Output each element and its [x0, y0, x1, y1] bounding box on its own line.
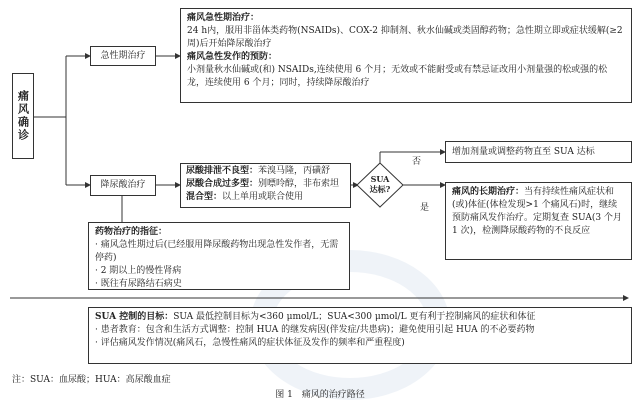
indication-item-2: · 2 期以上的慢性肾病: [95, 266, 182, 276]
indications-box: [88, 222, 350, 290]
prevention-text: 小剂量秋水仙碱或(和) NSAIDs,连续使用 6 个月；无效或不能耐受或有禁忌证改用小剂量强的松或强的松龙，连续使用 6 个月；同时，持续降尿酸治疗: [187, 65, 608, 88]
goals-box: [88, 307, 632, 364]
decision-yes-label: 是: [420, 203, 430, 213]
drug-type-row-1: 尿酸排泄不良型：苯溴马隆，丙磺舒: [186, 166, 331, 176]
acute-detail-box: [180, 8, 632, 103]
acute-detail-text: 24 h内，服用非甾体类药物(NSAIDs)、COX-2 抑制剂、秋水仙碱或类固醇药物；急性期立即或症状缓解(≥2 周)后开始降尿酸治疗: [187, 26, 623, 49]
indications-title: 药物治疗的指征：: [95, 227, 168, 237]
diagnosis-label: 痛风确诊: [16, 90, 30, 142]
prevention-heading: 痛风急性发作的预防：: [187, 52, 278, 62]
urate-lowering-label: 降尿酸治疗: [100, 180, 146, 190]
drug-type-row-2: 尿酸合成过多型：别嘌呤醇，非布索坦: [186, 179, 340, 189]
increase-dose-box: [445, 141, 632, 163]
goal-line-1: SUA 控制的目标：SUA 最低控制目标为<360 μmol/L；SUA<300 μmol/L 更有利于控制痛风的症状和体征: [95, 312, 536, 322]
decision-label: SUA 达标?: [369, 174, 391, 194]
acute-treatment-box: [90, 46, 156, 66]
indication-item-1: · 痛风急性期过后(已经服用降尿酸药物出现急性发作者，无需停药): [95, 240, 339, 263]
decision-no-label: 否: [412, 157, 422, 167]
increase-dose-text: 增加剂量或调整药物直至 SUA 达标: [452, 147, 595, 157]
drug-type-row-3: 混合型：以上单用或联合使用: [186, 192, 304, 202]
goal-line-3: · 评估痛风发作情况(痛风石，急慢性痛风的症状体征及发作的频率和严重程度): [95, 338, 405, 348]
urate-lowering-box: [90, 175, 156, 196]
acute-detail-heading: 痛风急性期治疗：: [187, 13, 260, 23]
goal-line-2: · 患者教育：包含和生活方式调整：控制 HUA 的继发病因(伴发症/共患病)；避免使用引起 HUA 的不必要药物: [95, 325, 535, 335]
abbreviation-note: 注：SUA：血尿酸；HUA：高尿酸血症: [12, 375, 171, 385]
indication-item-3: · 既往有尿路结石病史: [95, 279, 182, 289]
acute-treatment-label: 急性期治疗: [100, 50, 146, 61]
long-term-box: [445, 182, 632, 260]
figure-caption: 图 1 痛风的治疗路径: [275, 390, 365, 400]
long-term-text: 痛风的长期治疗：当有持续性痛风症状和(或)体征(体检发现>1 个痛风石)时，继续预防痛风发作治疗。定期复查 SUA(3 个月 1 次)，检测降尿酸药物的不良反应: [452, 187, 622, 236]
diagnosis-box: [12, 73, 34, 159]
drug-types-box: [180, 163, 351, 208]
